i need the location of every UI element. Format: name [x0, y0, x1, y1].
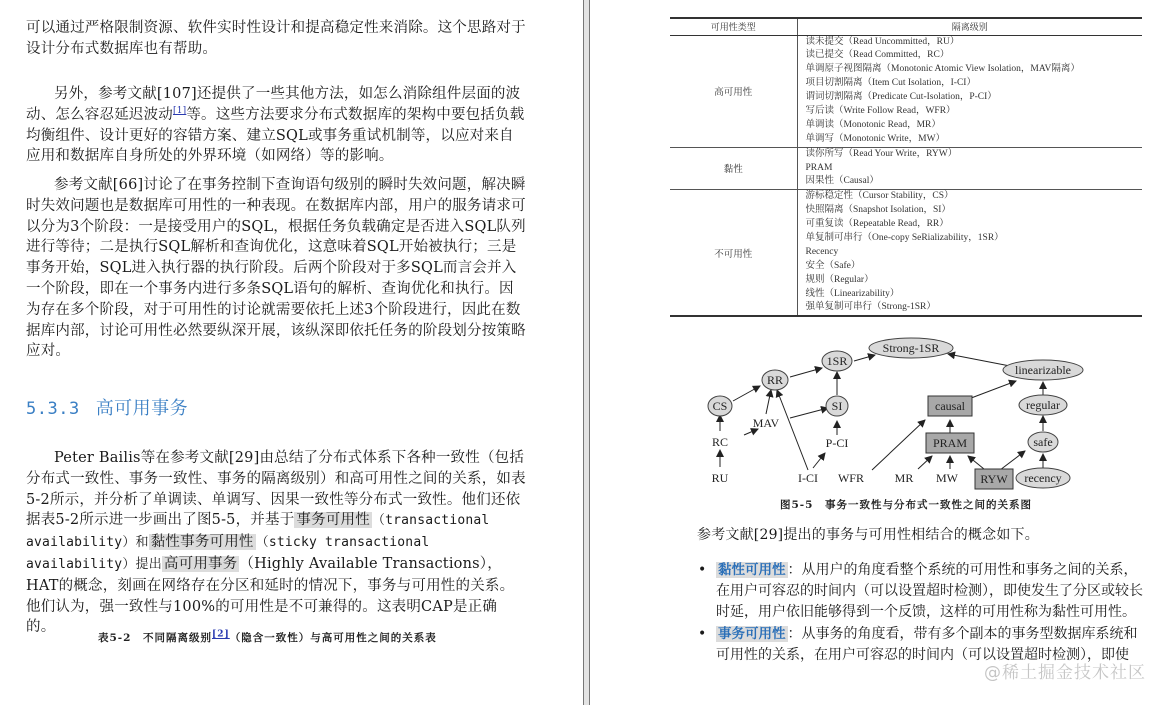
node-label: Strong-1SR [882, 341, 940, 355]
level-item: 强单复制可串行（Strong-1SR） [805, 302, 936, 313]
paragraph-text: 另外，参考文献[107]还提供了一些其他方法，如怎么消除组件层面的波动、怎么容忍延迟波动 [26, 86, 521, 123]
edge [854, 355, 875, 361]
node-label: regular [1026, 398, 1060, 412]
level-item: 写后读（Write Follow Read，WFR） [805, 105, 956, 116]
footnote-link-1[interactable]: [1] [173, 105, 187, 116]
node-si [826, 396, 848, 416]
paragraph-text: 参考文献[66]讨论了在事务控制下查询语句级别的瞬时失效问题，解决瞬时失效问题也是数据库可用性的一种表现。在数据库内部，用户的服务请求可以分为3个阶段：一是接受用户的SQL，根据任务负载确定是否进入SQL队列进行等待；二是执行SQL解析和查询优化，这意味着SQL开始被执行；三是事务开始，SQL进入执行器的执行阶段。后两个阶段对于多SQL而言会并入一个阶段，即在一个事务内进行多条SQL语句的解析、查询优化和执行。因为存在多个阶段，对于可用性的讨论就需要依托上述3个阶段进行，因此在数据库内部，讨论可用性必然要纵深开展，该纵深即依托任务的阶段划分按策略应对。 [26, 177, 526, 360]
level-item: 快照隔离（Snapshot Isolation，SI） [805, 205, 951, 216]
edge [813, 453, 825, 468]
paragraph-text: （transactional availability）和 [26, 513, 490, 551]
edge [948, 354, 1010, 366]
node-pram [926, 433, 974, 453]
node-regular [1019, 395, 1067, 415]
table-row [670, 190, 1142, 317]
right-page [590, 0, 1166, 705]
edge [968, 456, 984, 469]
node-label: CS [712, 399, 728, 413]
node-wfr: WFR [837, 471, 865, 485]
node-cs [708, 396, 732, 416]
bullet-icon: • [698, 626, 707, 642]
edge [918, 456, 932, 469]
section-number: 5.3.3 [26, 399, 80, 419]
node-1sr [822, 351, 852, 371]
paragraph-text: Peter Bailis等在参考文献[29]由总结了分布式体系下各种一致性（包括分布式一致性、事务一致性、事务的隔离级别）和高可用性之间的关系，如表5-2所示，并分析了单调读、单调写、因果一致性等分布式一致性。他们还依据表5-2所示进一步画出了图5-5，并基于 [26, 450, 526, 529]
bullet-term: 黏性可用性 [718, 562, 786, 578]
consistency-diagram [700, 335, 1160, 495]
node-ryw [975, 469, 1013, 489]
paragraph-text: 可以通过严格限制资源、软件实时性设计和提高稳定性来消除。这个思路对于设计分布式数据库也有帮助。 [26, 20, 526, 57]
level-item: 读你所写（Read Your Write，RYW） [805, 148, 958, 159]
levels-cell [797, 147, 1142, 190]
level-item: 安全（Safe） [805, 260, 861, 271]
level-item: Recency [805, 246, 839, 257]
highlight-term: 事务可用性 [296, 512, 370, 529]
node-recency [1016, 468, 1070, 488]
figure-caption: 图5-5 事务一致性与分布式一致性之间的关系图 [780, 499, 1032, 511]
edge [777, 390, 808, 470]
level-item: 单复制可串行（One-copy SeRializability，1SR） [805, 232, 1004, 243]
node-linearizable [1003, 360, 1083, 380]
level-item: 规则（Regular） [805, 274, 874, 285]
table-header-row [670, 18, 1142, 35]
page-divider [583, 0, 590, 705]
node-label: RR [766, 373, 784, 387]
node-label: linearizable [1015, 363, 1071, 377]
paragraph-2 [26, 84, 526, 167]
paragraph-4 [26, 448, 526, 638]
levels-cell [797, 190, 1142, 317]
highlight-term: 黏性事务可用性 [150, 534, 254, 551]
level-item: 读已提交（Read Committed，RC） [805, 50, 950, 61]
paragraph-text: （Highly Available Transactions），HAT的概念，刻画在网络存在分区和延时的情况下，事务与可用性的关系。他们认为，强一致性与100%的可用性是不可兼得的。这表明CAP是正确的。 [26, 555, 515, 636]
edge [766, 390, 771, 414]
table-row [670, 35, 1142, 147]
paragraph-3 [26, 175, 526, 362]
level-item: 谓词切割隔离（Predicate Cut-Isolation，P-CI） [805, 92, 997, 103]
node-label: PRAM [932, 436, 968, 450]
node-label: RYW [980, 472, 1008, 486]
intro-paragraph: 参考文献[29]提出的事务与可用性相结合的概念如下。 [697, 527, 1039, 543]
node-label: recency [1024, 471, 1062, 485]
caption-text: （隐含一致性）与高可用性之间的关系表 [229, 632, 437, 644]
concept-list [698, 560, 1146, 666]
level-item: 单调写（Monotonic Write，MW） [805, 133, 946, 144]
node-mr: MR [894, 471, 914, 485]
edge [733, 386, 760, 401]
level-item: 单调原子视图隔离（Monotonic Atomic View Isolation，MAV隔离） [805, 64, 1080, 75]
watermark: @稀土掘金技术社区 [984, 663, 1146, 683]
level-item: 单调读（Monotonic Read，MR） [805, 119, 941, 130]
paragraph-text: （sticky transactional availability）提出 [26, 535, 430, 572]
table-caption [98, 630, 437, 645]
level-item: PRAM [805, 162, 833, 173]
node-ru: RU [711, 471, 729, 485]
levels-cell [797, 35, 1142, 147]
footnote-link-2[interactable]: [2] [211, 629, 230, 640]
level-item: 读未提交（Read Uncommitted，RU） [805, 36, 960, 47]
type-cell: 高可用性 [670, 35, 797, 147]
list-item [698, 560, 1146, 623]
level-item: 项目切割隔离（Item Cut Isolation，I-CI） [805, 78, 976, 89]
highlight-term: 高可用事务 [163, 555, 238, 572]
table-row [670, 147, 1142, 190]
node-label: 1SR [826, 354, 848, 368]
type-cell: 不可用性 [670, 190, 797, 317]
level-item: 游标稳定性（Cursor Stability，CS） [805, 191, 954, 202]
node-label: causal [935, 399, 965, 413]
node-label: safe [1033, 435, 1053, 449]
bullet-icon: • [698, 562, 707, 578]
level-item: 因果性（Causal） [805, 176, 879, 187]
type-cell: 黏性 [670, 147, 797, 190]
edge [1000, 451, 1025, 470]
node-mw: MW [936, 471, 958, 485]
level-item: 可重复读（Repeatable Read，RR） [805, 219, 949, 230]
section-title-text: 高可用事务 [95, 398, 189, 419]
paragraph-text: 等。这些方法要求分布式数据库的架构中要包括负载均衡组件、设计更好的容错方案、建立SQL或事务重试机制等，以应对来自应用和数据库自身所处的外界环境（如网络）等的影响。 [26, 106, 525, 165]
edge [872, 420, 925, 470]
paragraph-1 [26, 18, 526, 60]
isolation-table [670, 17, 1142, 317]
bullet-text: ：从用户的角度看整个系统的可用性和事务之间的关系，在用户可容忍的时间内（可以设置超时检测），即使发生了分区或较长时延，用户依旧能够得到一个反馈，这样的可用性称为黏性可用性。 [716, 562, 1143, 620]
caption-text: 表5-2 不同隔离级别 [98, 632, 212, 644]
node-strong-1sr [869, 338, 953, 358]
header-availability-type: 可用性类型 [670, 18, 797, 35]
level-item: 线性（Linearizability） [805, 288, 900, 299]
node-p-ci: P-CI [825, 436, 849, 450]
node-rr [762, 370, 788, 390]
node-i-ci: I-CI [798, 471, 818, 485]
node-label: SI [831, 399, 843, 413]
node-safe [1028, 432, 1058, 452]
bullet-term: 事务可用性 [718, 626, 786, 642]
section-heading [26, 394, 188, 420]
node-mav: MAV [752, 416, 780, 430]
node-rc: RC [711, 435, 729, 449]
header-isolation-level: 隔离级别 [797, 18, 1142, 35]
edge [790, 408, 828, 418]
node-causal [928, 396, 972, 416]
edge [790, 368, 822, 377]
bullet-text: ：从事务的角度看，带有多个副本的事务型数据库系统和可用性的关系，在用户可容忍的时间内（可以设置超时检测），即使 [716, 626, 1138, 663]
